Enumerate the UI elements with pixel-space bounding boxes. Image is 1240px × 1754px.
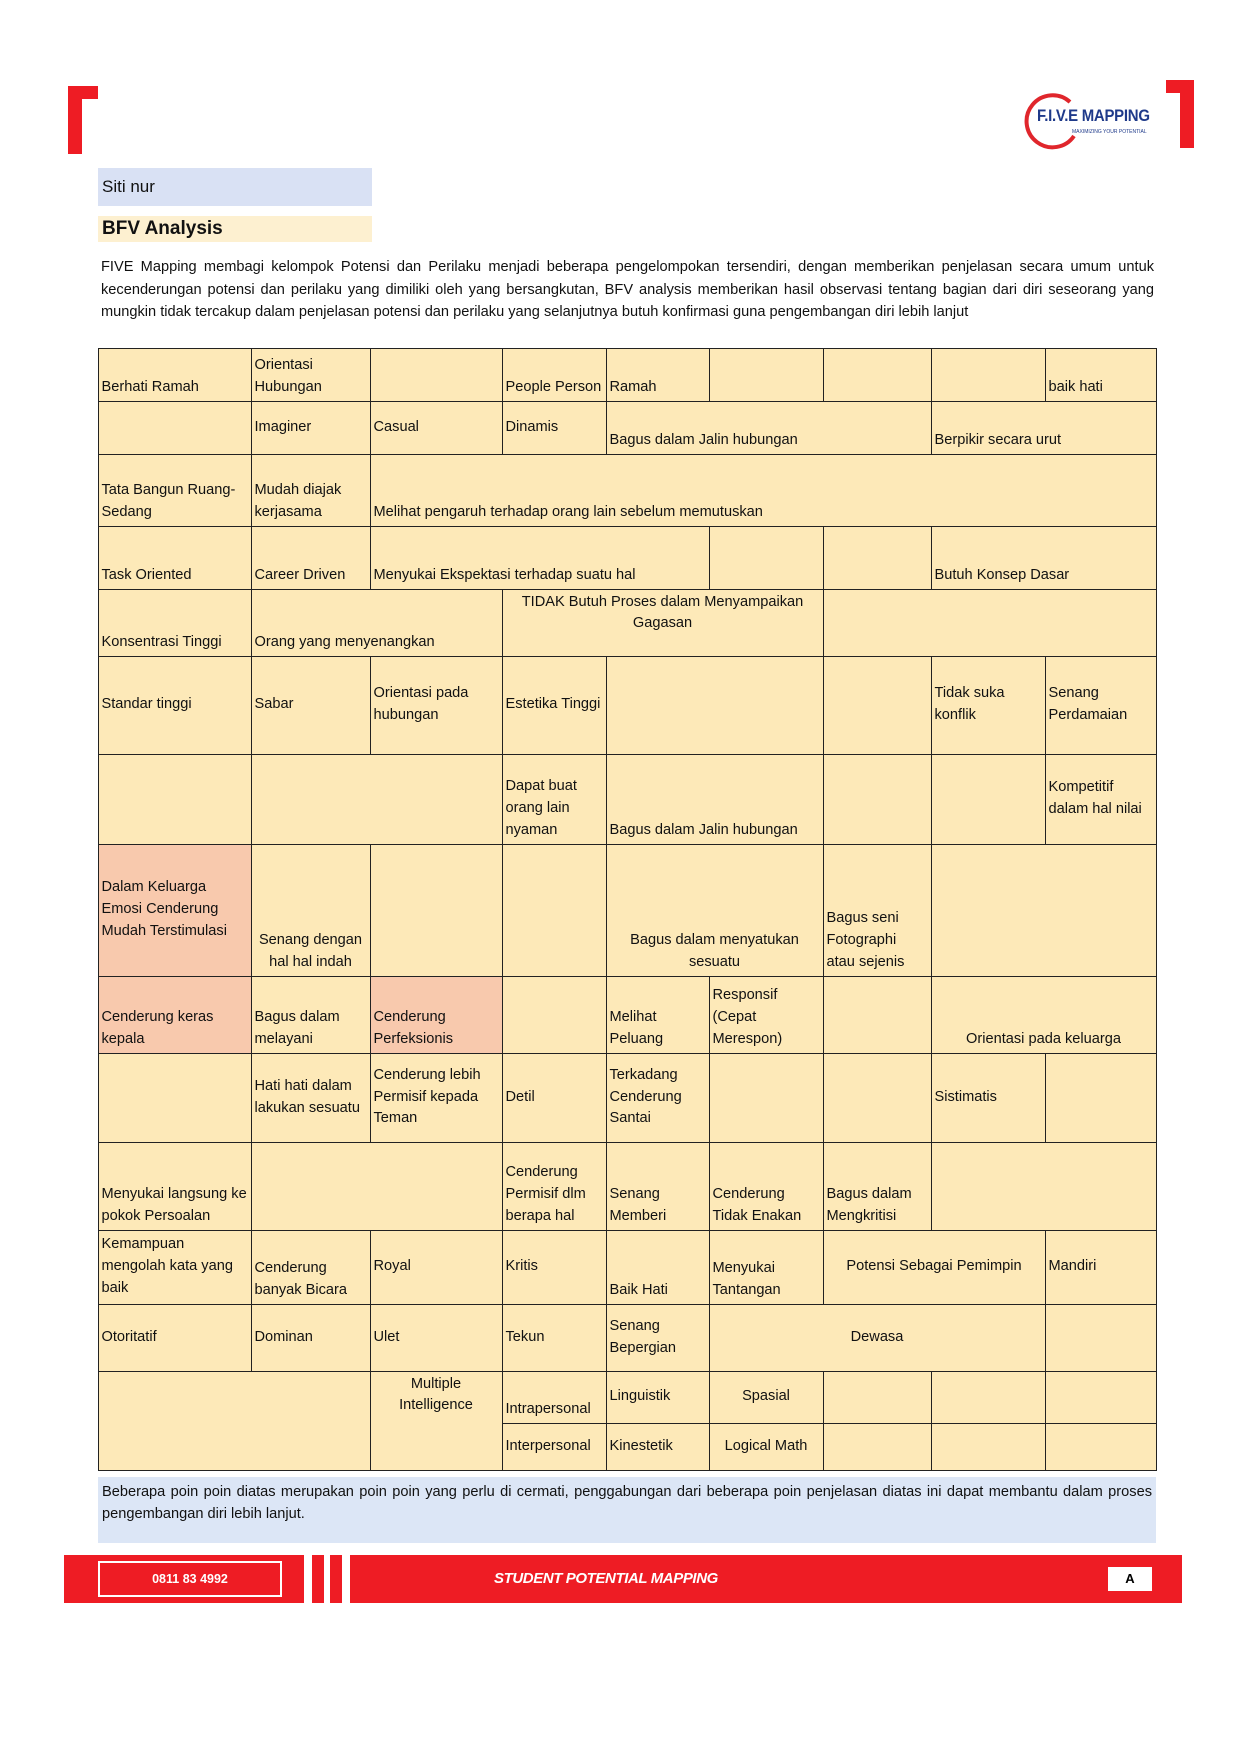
grid-cell-text: Ramah — [609, 378, 657, 395]
grid-cell-text: Dewasa — [850, 1328, 904, 1345]
grid-cell-text: Orientasi pada keluarga — [966, 1030, 1121, 1047]
grid-cell — [606, 844, 824, 977]
grid-cell-text: Bagus dalam melayani — [254, 1009, 340, 1047]
grid-cell — [251, 754, 503, 845]
grid-cell — [251, 1142, 503, 1231]
grid-cell — [931, 1423, 1046, 1471]
footer-stripe — [330, 1555, 342, 1603]
grid-cell-text: Standar tinggi — [101, 696, 192, 713]
grid-cell-text: Senang Perdamaian — [1048, 685, 1128, 723]
grid-cell-text: Career Driven — [254, 566, 346, 583]
grid-cell — [823, 1423, 932, 1471]
grid-cell-text: Linguistik — [609, 1388, 671, 1405]
grid-cell — [502, 401, 607, 455]
grid-cell-text: Ulet — [373, 1328, 400, 1345]
grid-cell — [98, 656, 252, 755]
grid-cell-text: Estetika Tinggi — [505, 696, 601, 713]
grid-cell — [931, 754, 1046, 845]
bfv-grid — [98, 348, 1156, 1458]
grid-cell-text: Task Oriented — [101, 566, 192, 583]
grid-cell-text: Orang yang menyenangkan — [254, 633, 435, 650]
grid-cell — [251, 844, 371, 977]
grid-cell — [823, 976, 932, 1054]
grid-cell-text: Senang Memberi — [609, 1186, 667, 1224]
grid-cell — [370, 526, 710, 590]
grid-cell — [98, 976, 252, 1054]
grid-cell — [823, 589, 1157, 657]
grid-cell-text: Orientasi pada hubungan — [373, 685, 469, 723]
grid-cell-text: Berpikir secara urut — [934, 431, 1062, 448]
grid-cell — [98, 1230, 252, 1305]
grid-cell — [370, 401, 503, 455]
grid-cell-text: Menyukai Tantangan — [712, 1260, 781, 1298]
grid-cell — [1045, 1371, 1157, 1424]
grid-cell — [251, 656, 371, 755]
grid-cell — [931, 1142, 1157, 1231]
grid-cell — [251, 348, 371, 402]
grid-cell — [823, 844, 932, 977]
grid-cell — [370, 454, 1157, 527]
grid-cell-text: Melihat pengaruh terhadap orang lain sebelum memutuskan — [373, 503, 763, 520]
grid-cell-text: Menyukai Ekspektasi terhadap suatu hal — [373, 566, 636, 583]
grid-cell — [98, 589, 252, 657]
grid-cell — [98, 401, 252, 455]
grid-cell — [98, 1142, 252, 1231]
grid-cell-text: Hati hati dalam lakukan sesuatu — [254, 1077, 360, 1116]
grid-cell — [931, 526, 1157, 590]
grid-cell — [98, 1371, 371, 1471]
grid-cell — [823, 1371, 932, 1424]
grid-cell — [709, 1053, 824, 1143]
grid-cell-text: Dapat buat orang lain nyaman — [505, 778, 577, 838]
grid-cell-text: Dominan — [254, 1328, 313, 1345]
grid-cell-text: Potensi Sebagai Pemimpin — [846, 1258, 1022, 1275]
grid-cell — [1045, 1423, 1157, 1471]
footer-bar-right — [350, 1555, 1182, 1603]
grid-cell — [1045, 754, 1157, 845]
grid-cell — [502, 1230, 607, 1305]
grid-cell-text: Tata Bangun Ruang-Sedang — [101, 482, 236, 520]
grid-cell-text: Logical Math — [724, 1437, 808, 1454]
grid-cell-text: Butuh Konsep Dasar — [934, 566, 1070, 583]
logo-text: F.I.V.E MAPPING — [1037, 106, 1150, 125]
grid-cell-text: Bagus dalam Mengkritisi — [826, 1186, 912, 1224]
grid-cell — [823, 1053, 932, 1143]
grid-cell-text: Intrapersonal — [505, 1400, 591, 1417]
grid-cell — [709, 1304, 1046, 1372]
grid-cell — [98, 454, 252, 527]
grid-cell-text: Tidak suka konflik — [934, 685, 1005, 723]
section-title: BFV Analysis — [98, 216, 372, 242]
grid-cell — [502, 1304, 607, 1372]
intro-paragraph: FIVE Mapping membagi kelompok Potensi dan Perilaku menjadi beberapa pengelompokan tersendiri, dengan memberikan penjelasan secara umum untuk kecenderungan potensi dan perilaku yang dimiliki oleh yang bersangkutan, BFV analysis memberikan hasil observasi tentang bagian dari diri seseorang yang mungkin tidak tercakup dalam penjelasan potensi dan perilaku yang selanjutnya butuh konfirmasi guna pengembangan diri lebih lanjut — [101, 259, 1154, 320]
grid-cell-text: Detil — [505, 1088, 535, 1105]
logo-tagline: MAXIMIZING YOUR POTENTIAL — [1072, 129, 1147, 135]
grid-cell — [931, 1053, 1046, 1143]
grid-cell — [1045, 1304, 1157, 1372]
grid-cell-text: Royal — [373, 1258, 411, 1275]
grid-cell — [606, 1304, 710, 1372]
grid-cell — [931, 656, 1046, 755]
grid-cell — [251, 1053, 371, 1143]
grid-cell — [502, 348, 607, 402]
grid-cell — [251, 526, 371, 590]
student-name: Siti nur — [98, 168, 372, 206]
summary-note: Beberapa poin poin diatas merupakan poin poin yang perlu di cermati, penggabungan dari beberapa poin penjelasan diatas ini dapat membantu dalam proses pengembangan diri lebih lanjut. — [98, 1477, 1156, 1543]
page-letter: A — [1108, 1567, 1152, 1591]
grid-cell-text: People Person — [505, 378, 602, 395]
corner-mark-left — [68, 86, 98, 154]
grid-cell — [823, 1230, 1046, 1305]
grid-cell — [606, 1423, 710, 1471]
grid-cell — [502, 656, 607, 755]
grid-cell — [709, 976, 824, 1054]
grid-cell — [606, 401, 932, 455]
grid-cell-text: Sistimatis — [934, 1088, 997, 1105]
grid-cell — [1045, 1230, 1157, 1305]
grid-cell — [709, 1142, 824, 1231]
grid-cell — [370, 844, 503, 977]
grid-cell-text: Bagus dalam menyatukan sesuatu — [630, 932, 799, 970]
grid-cell-text: Dinamis — [505, 418, 559, 435]
grid-cell — [370, 348, 503, 402]
grid-cell — [370, 976, 503, 1054]
grid-cell — [98, 348, 252, 402]
grid-cell-text: Kinestetik — [609, 1437, 673, 1454]
grid-cell-text: Cenderung Tidak Enakan — [712, 1186, 802, 1224]
grid-cell — [606, 1230, 710, 1305]
grid-cell-text: Konsentrasi Tinggi — [101, 633, 222, 650]
grid-cell-text: Multiple Intelligence — [399, 1375, 473, 1414]
grid-cell-text: Senang dengan hal hal indah — [258, 932, 363, 970]
corner-mark-right — [1166, 80, 1194, 148]
grid-cell-text: Cenderung Perfeksionis — [373, 1009, 453, 1047]
grid-cell-text: Imaginer — [254, 418, 312, 435]
phone-number: 0811 83 4992 — [98, 1561, 282, 1597]
grid-cell — [251, 589, 503, 657]
grid-cell-text: Casual — [373, 418, 419, 435]
grid-cell-text: Berhati Ramah — [101, 378, 199, 395]
grid-cell-text: Responsif (Cepat Merespon) — [712, 987, 783, 1047]
grid-cell — [606, 754, 824, 845]
grid-cell — [502, 1371, 607, 1424]
grid-cell-text: Sabar — [254, 696, 294, 713]
grid-cell-text: Kemampuan mengolah kata yang baik — [101, 1236, 233, 1296]
grid-cell — [98, 754, 252, 845]
grid-cell-text: Terkadang Cenderung Santai — [609, 1066, 682, 1127]
grid-cell — [823, 656, 932, 755]
grid-cell-text: Mandiri — [1048, 1258, 1097, 1275]
grid-cell-text: Cenderung banyak Bicara — [254, 1260, 347, 1298]
grid-cell — [823, 526, 932, 590]
grid-cell — [251, 1230, 371, 1305]
grid-cell-text: Dalam Keluarga Emosi Cenderung Mudah Terstimulasi — [101, 879, 227, 939]
five-mapping-logo — [1020, 92, 1150, 152]
grid-cell — [709, 1371, 824, 1424]
grid-cell — [251, 454, 371, 527]
grid-cell-text: TIDAK Butuh Proses dalam Menyampaikan Gagasan — [521, 593, 804, 632]
grid-cell — [251, 976, 371, 1054]
footer-stripe — [312, 1555, 324, 1603]
grid-cell — [606, 1371, 710, 1424]
grid-cell-text: Cenderung lebih Permisif kepada Teman — [373, 1066, 481, 1127]
grid-cell — [823, 348, 932, 402]
grid-cell-text: Cenderung keras kepala — [101, 1009, 214, 1047]
grid-cell — [931, 976, 1157, 1054]
grid-cell — [251, 401, 371, 455]
grid-cell — [823, 1142, 932, 1231]
grid-cell — [370, 656, 503, 755]
footer-title: STUDENT POTENTIAL MAPPING — [494, 1570, 718, 1587]
grid-cell — [98, 526, 252, 590]
grid-cell-text: Tekun — [505, 1328, 545, 1345]
grid-cell — [606, 976, 710, 1054]
grid-cell — [502, 1423, 607, 1471]
grid-cell-text: Otoritatif — [101, 1328, 157, 1345]
grid-cell — [370, 1304, 503, 1372]
grid-cell — [98, 1304, 252, 1372]
grid-cell-text: Kritis — [505, 1258, 538, 1275]
grid-cell-text: baik hati — [1048, 378, 1103, 395]
grid-cell — [1045, 656, 1157, 755]
grid-cell — [502, 754, 607, 845]
grid-cell-text: Kompetitif dalam hal nilai — [1048, 779, 1142, 817]
grid-cell — [931, 401, 1157, 455]
grid-cell-text: Bagus seni Fotographi atau sejenis — [826, 910, 905, 970]
grid-cell — [823, 754, 932, 845]
grid-cell — [502, 976, 607, 1054]
grid-cell — [1045, 348, 1157, 402]
grid-cell — [1045, 1053, 1157, 1143]
grid-cell-text: Orientasi Hubungan — [254, 357, 322, 395]
grid-cell — [606, 348, 710, 402]
grid-cell — [502, 589, 824, 657]
grid-cell-text: Cenderung Permisif dlm berapa hal — [505, 1164, 586, 1224]
grid-cell — [931, 348, 1046, 402]
grid-cell-text: Bagus dalam Jalin hubungan — [609, 431, 798, 448]
grid-cell — [502, 1053, 607, 1143]
grid-cell — [606, 656, 824, 755]
grid-cell-text: Senang Bepergian — [609, 1317, 677, 1356]
grid-cell-text: Interpersonal — [505, 1437, 591, 1454]
grid-cell — [709, 1230, 824, 1305]
grid-cell — [370, 1230, 503, 1305]
grid-cell-text: Menyukai langsung ke pokok Persoalan — [101, 1186, 247, 1224]
grid-cell-text: Mudah diajak kerjasama — [254, 482, 342, 520]
grid-cell — [502, 844, 607, 977]
grid-cell — [370, 1053, 503, 1143]
grid-cell-text: Bagus dalam Jalin hubungan — [609, 821, 798, 838]
grid-cell-text: Melihat Peluang — [609, 1009, 664, 1047]
grid-cell — [251, 1304, 371, 1372]
grid-cell — [709, 1423, 824, 1471]
grid-cell — [709, 526, 824, 590]
grid-cell — [931, 844, 1157, 977]
grid-cell-text: Baik Hati — [609, 1281, 668, 1298]
grid-cell — [98, 1053, 252, 1143]
grid-cell — [931, 1371, 1046, 1424]
grid-cell — [502, 1142, 607, 1231]
grid-cell — [606, 1053, 710, 1143]
grid-cell-text: Spasial — [742, 1388, 790, 1405]
grid-cell — [709, 348, 824, 402]
grid-cell — [606, 1142, 710, 1231]
grid-cell — [98, 844, 252, 977]
grid-cell — [370, 1371, 503, 1471]
